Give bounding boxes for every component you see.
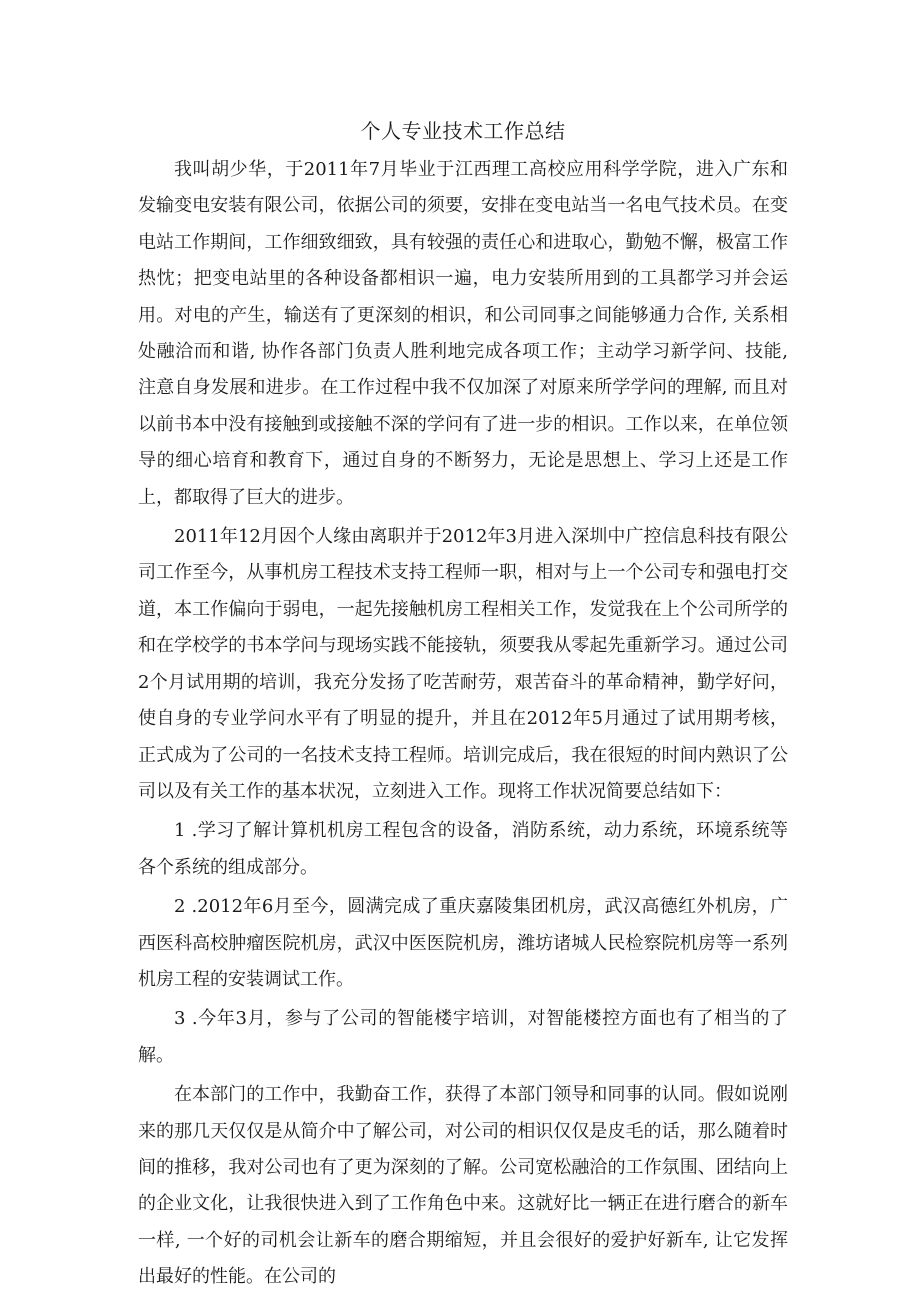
document-body xyxy=(138,112,788,1299)
paragraph-intro: 我叫胡少华，于2011年7月毕业于江西理工高校应用科学学院，进入广东和发输变电安装有限公司，依据公司的须要，安排在变电站当一名电气技术员。在变电站工作期间，工作细致细致，具有较强的责任心和进取心，勤勉不懈，极富工作热忱；把变电站里的各种设备都相识一遍，电力安装所用到的工具都学习并会运用。对电的产生，输送有了更深刻的相识，和公司同事之间能够通力合作, 关系相处融洽而和谐, 协作各部门负责人胜利地完成各项工作；主动学习新学问、技能, 注意自身发展和进步。在工作过程中我不仅加深了对原来所学学问的理解, 而且对以前书本中没有接触到或接触不深的学问有了进一步的相识。工作以来，在单位领导的细心培育和教育下，通过自身的不断努力，无论是思想上、学习上还是工作上，都取得了巨大的进步。 xyxy=(138,159,788,508)
paragraph-career: 2011年12月因个人缘由离职并于2012年3月进入深圳中广控信息科技有限公司工作至今，从事机房工程技术支持工程师一职，相对与上一个公司专和强电打交道，本工作偏向于弱电，一起先接触机房工程相关工作，发觉我在上个公司所学的和在学校学的书本学问与现场实践不能接轨，须要我从零起先重新学习。通过公司2个月试用期的培训，我充分发扬了吃苦耐劳，艰苦奋斗的革命精神，勤学好问，使自身的专业学问水平有了明显的提升，并且在2012年5月通过了试用期考核，正式成为了公司的一名技术支持工程师。培训完成后，我在很短的时间内熟识了公司以及有关工作的基本状况，立刻进入工作。现将工作状况简要总结如下： xyxy=(138,526,788,802)
list-item-2: 2 .2012年6月至今，圆满完成了重庆嘉陵集团机房，武汉高德红外机房，广西医科高校肿瘤医院机房，武汉中医医院机房，潍坊诸城人民检察院机房等一系列机房工程的安装调试工作。 xyxy=(138,896,788,990)
list-item-3: 3 .今年3月，参与了公司的智能楼宇培训，对智能楼控方面也有了相当的了解。 xyxy=(138,1008,788,1066)
document-title: 个人专业技术工作总结 xyxy=(360,119,566,143)
list-item-1: 1 .学习了解计算机机房工程包含的设备，消防系统，动力系统，环境系统等各个系统的组成部分。 xyxy=(138,820,788,878)
paragraph-department: 在本部门的工作中，我勤奋工作，获得了本部门领导和同事的认同。假如说刚来的那几天仅仅是从简介中了解公司，对公司的相识仅仅是皮毛的话，那么随着时间的推移，我对公司也有了更为深刻的了解。公司宽松融洽的工作氛围、团结向上的企业文化，让我很快进入到了工作角色中来。这就好比一辆正在进行磨合的新车一样, 一个好的司机会让新车的磨合期缩短，并且会很好的爱护好新车, 让它发挥出最好的性能。在公司的 xyxy=(138,1084,788,1288)
